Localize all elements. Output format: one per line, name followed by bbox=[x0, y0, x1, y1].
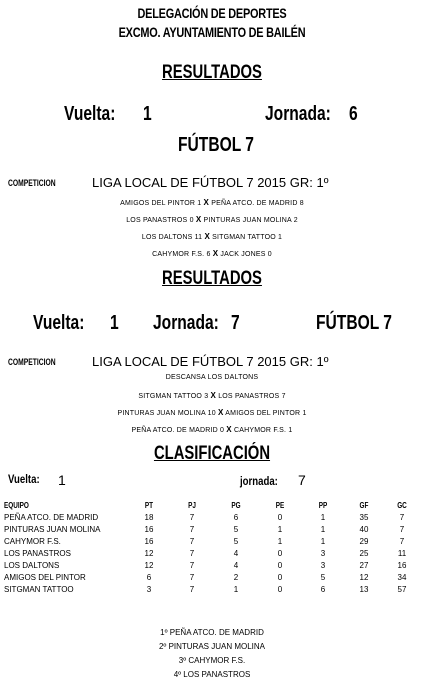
match-away-team: PEÑA ATCO. DE MADRID bbox=[211, 200, 298, 207]
match-line bbox=[0, 408, 424, 417]
match-away-score: 1 bbox=[278, 234, 283, 241]
stat-gf: 13 bbox=[359, 585, 369, 594]
stat-pp: 3 bbox=[320, 561, 326, 570]
stat-pe: 0 bbox=[277, 549, 283, 558]
match-home-team: PINTURAS JUAN MOLINA bbox=[117, 410, 206, 417]
ranking-item: 2º PINTURAS JUAN MOLINA bbox=[158, 642, 266, 651]
stat-pj: 7 bbox=[189, 537, 195, 546]
stat-pp: 1 bbox=[320, 513, 326, 522]
stat-pg: 5 bbox=[233, 525, 239, 534]
match-home-team: AMIGOS DEL PINTOR bbox=[120, 200, 196, 207]
section1-vuelta-value: 1 bbox=[143, 103, 152, 125]
team-name: LOS DALTONS bbox=[4, 561, 60, 570]
stat-pg: 4 bbox=[233, 549, 239, 558]
team-name: SITGMAN TATTOO bbox=[4, 585, 74, 594]
match-away-score: 1 bbox=[288, 427, 293, 434]
section2-vuelta-value: 1 bbox=[110, 312, 119, 334]
team-name: PEÑA ATCO. DE MADRID bbox=[4, 513, 99, 522]
column-header-pg: PG bbox=[231, 501, 241, 510]
column-header-gc: GC bbox=[397, 501, 407, 510]
match-away-score: 8 bbox=[299, 200, 304, 207]
table-row bbox=[4, 548, 420, 560]
match-separator: X bbox=[204, 232, 210, 241]
stat-pp: 5 bbox=[320, 573, 326, 582]
standings-vuelta-value: 1 bbox=[58, 472, 66, 488]
stat-gf: 12 bbox=[359, 573, 369, 582]
standings-table bbox=[4, 500, 420, 596]
section1-jornada-label: Jornada: bbox=[265, 103, 331, 125]
match-home-score: 0 bbox=[220, 427, 225, 434]
ranking-item: 3º CAHYMOR F.S. bbox=[178, 656, 246, 665]
table-row bbox=[4, 536, 420, 548]
stat-pe: 0 bbox=[277, 513, 283, 522]
header-line2: EXCMO. AYUNTAMIENTO DE BAILÉN bbox=[118, 24, 306, 40]
section1-sport: FÚTBOL 7 bbox=[178, 134, 254, 156]
stat-pp: 1 bbox=[320, 525, 326, 534]
stat-pt: 6 bbox=[146, 573, 152, 582]
section2-title: RESULTADOS bbox=[162, 268, 262, 289]
section1-jornada-value: 6 bbox=[349, 103, 358, 125]
stat-pe: 0 bbox=[277, 573, 283, 582]
match-home-team: SITGMAN TATTOO bbox=[138, 393, 203, 400]
match-line bbox=[0, 198, 424, 207]
team-name: LOS PANASTROS bbox=[4, 549, 71, 558]
match-away-score: 1 bbox=[302, 410, 307, 417]
match-separator: X bbox=[195, 215, 202, 224]
stat-gc: 7 bbox=[399, 537, 405, 546]
ranking-item: 1º PEÑA ATCO. DE MADRID bbox=[160, 628, 264, 637]
stat-pj: 7 bbox=[189, 585, 195, 594]
match-home-team: CAHYMOR F.S. bbox=[152, 251, 205, 258]
team-name: AMIGOS DEL PINTOR bbox=[4, 573, 86, 582]
stat-pg: 2 bbox=[233, 573, 239, 582]
stat-pj: 7 bbox=[189, 525, 195, 534]
match-separator: X bbox=[203, 198, 210, 207]
column-header-gf: GF bbox=[359, 501, 369, 510]
match-line bbox=[0, 391, 424, 400]
match-home-team: PEÑA ATCO. DE MADRID bbox=[131, 427, 218, 434]
table-row bbox=[4, 512, 420, 524]
stat-pp: 1 bbox=[320, 537, 326, 546]
stat-pg: 6 bbox=[233, 513, 239, 522]
stat-pt: 16 bbox=[144, 525, 154, 534]
stat-gc: 11 bbox=[397, 549, 407, 558]
stat-pe: 0 bbox=[277, 585, 283, 594]
section2-comp-label: COMPETICION bbox=[8, 357, 56, 367]
match-separator: X bbox=[210, 391, 217, 400]
stat-pj: 7 bbox=[189, 561, 195, 570]
stat-pp: 6 bbox=[320, 585, 326, 594]
section2-league: LIGA LOCAL DE FÚTBOL 7 2015 GR: 1º bbox=[92, 354, 329, 369]
match-away-team: SITGMAN TATTOO bbox=[212, 234, 276, 241]
stat-pj: 7 bbox=[189, 549, 195, 558]
match-away-team: PINTURAS JUAN MOLINA bbox=[203, 217, 292, 224]
match-away-team: CAHYMOR F.S. bbox=[234, 427, 287, 434]
column-header-pj: PJ bbox=[188, 501, 196, 510]
standings-header-row bbox=[4, 500, 420, 512]
stat-gc: 34 bbox=[397, 573, 407, 582]
section2-sport: FÚTBOL 7 bbox=[316, 312, 392, 334]
header-line1: DELEGACIÓN DE DEPORTES bbox=[137, 5, 287, 21]
standings-jornada-value: 7 bbox=[298, 472, 306, 488]
stat-pt: 18 bbox=[144, 513, 154, 522]
column-header-equipo: EQUIPO bbox=[4, 501, 29, 510]
section1-vuelta-label: Vuelta: bbox=[64, 103, 116, 125]
section1-comp-label: COMPETICION bbox=[8, 178, 56, 188]
section2-vuelta-label: Vuelta: bbox=[33, 312, 85, 334]
match-home-score: 11 bbox=[194, 234, 203, 241]
stat-gf: 29 bbox=[359, 537, 369, 546]
table-row bbox=[4, 560, 420, 572]
stat-pt: 12 bbox=[144, 549, 154, 558]
match-separator: X bbox=[212, 249, 219, 258]
match-away-score: 2 bbox=[293, 217, 298, 224]
stat-pj: 7 bbox=[189, 573, 195, 582]
match-home-team: LOS DALTONS bbox=[141, 234, 193, 241]
section2-rest: DESCANSA LOS DALTONS bbox=[165, 374, 259, 381]
match-home-score: 1 bbox=[197, 200, 202, 207]
stat-pj: 7 bbox=[189, 513, 195, 522]
match-line bbox=[0, 249, 424, 258]
match-home-team: LOS PANASTROS bbox=[126, 217, 188, 224]
match-home-score: 6 bbox=[206, 251, 211, 258]
match-away-team: AMIGOS DEL PINTOR bbox=[225, 410, 301, 417]
stat-gf: 27 bbox=[359, 561, 369, 570]
table-row bbox=[4, 584, 420, 596]
match-home-score: 0 bbox=[189, 217, 194, 224]
section1-league: LIGA LOCAL DE FÚTBOL 7 2015 GR: 1º bbox=[92, 175, 329, 190]
stat-pt: 12 bbox=[144, 561, 154, 570]
match-away-score: 7 bbox=[281, 393, 286, 400]
stat-pg: 5 bbox=[233, 537, 239, 546]
stat-pg: 4 bbox=[233, 561, 239, 570]
stat-pt: 3 bbox=[146, 585, 152, 594]
section2-jornada-value: 7 bbox=[231, 312, 240, 334]
stat-pp: 3 bbox=[320, 549, 326, 558]
match-line bbox=[0, 425, 424, 434]
match-line bbox=[0, 232, 424, 241]
ranking-item: 4º LOS PANASTROS bbox=[173, 670, 251, 679]
stat-pt: 16 bbox=[144, 537, 154, 546]
standings-jornada-label: jornada: bbox=[240, 474, 278, 488]
match-line bbox=[0, 215, 424, 224]
team-name: PINTURAS JUAN MOLINA bbox=[4, 525, 101, 534]
match-separator: X bbox=[217, 408, 224, 417]
stat-gc: 57 bbox=[397, 585, 407, 594]
match-separator: X bbox=[226, 425, 232, 434]
column-header-pe: PE bbox=[275, 501, 285, 510]
team-name: CAHYMOR F.S. bbox=[4, 537, 61, 546]
table-row bbox=[4, 572, 420, 584]
match-home-score: 10 bbox=[207, 410, 216, 417]
stat-gc: 16 bbox=[397, 561, 407, 570]
match-home-score: 3 bbox=[204, 393, 209, 400]
stat-pe: 1 bbox=[277, 537, 283, 546]
standings-vuelta-label: Vuelta: bbox=[8, 472, 40, 486]
stat-gf: 25 bbox=[359, 549, 369, 558]
match-away-score: 0 bbox=[267, 251, 272, 258]
stat-pg: 1 bbox=[233, 585, 239, 594]
column-header-pp: PP bbox=[318, 501, 328, 510]
stat-gc: 7 bbox=[399, 513, 405, 522]
stat-gc: 7 bbox=[399, 525, 405, 534]
section1-title: RESULTADOS bbox=[162, 62, 262, 83]
table-row bbox=[4, 524, 420, 536]
standings-title: CLASIFICACIÓN bbox=[153, 443, 271, 464]
column-header-pt: PT bbox=[144, 501, 154, 510]
section2-jornada-label: Jornada: bbox=[153, 312, 219, 334]
stat-pe: 1 bbox=[277, 525, 283, 534]
match-away-team: JACK JONES bbox=[220, 251, 266, 258]
stat-pe: 0 bbox=[277, 561, 283, 570]
stat-gf: 35 bbox=[359, 513, 369, 522]
match-away-team: LOS PANASTROS bbox=[218, 393, 280, 400]
stat-gf: 40 bbox=[359, 525, 369, 534]
